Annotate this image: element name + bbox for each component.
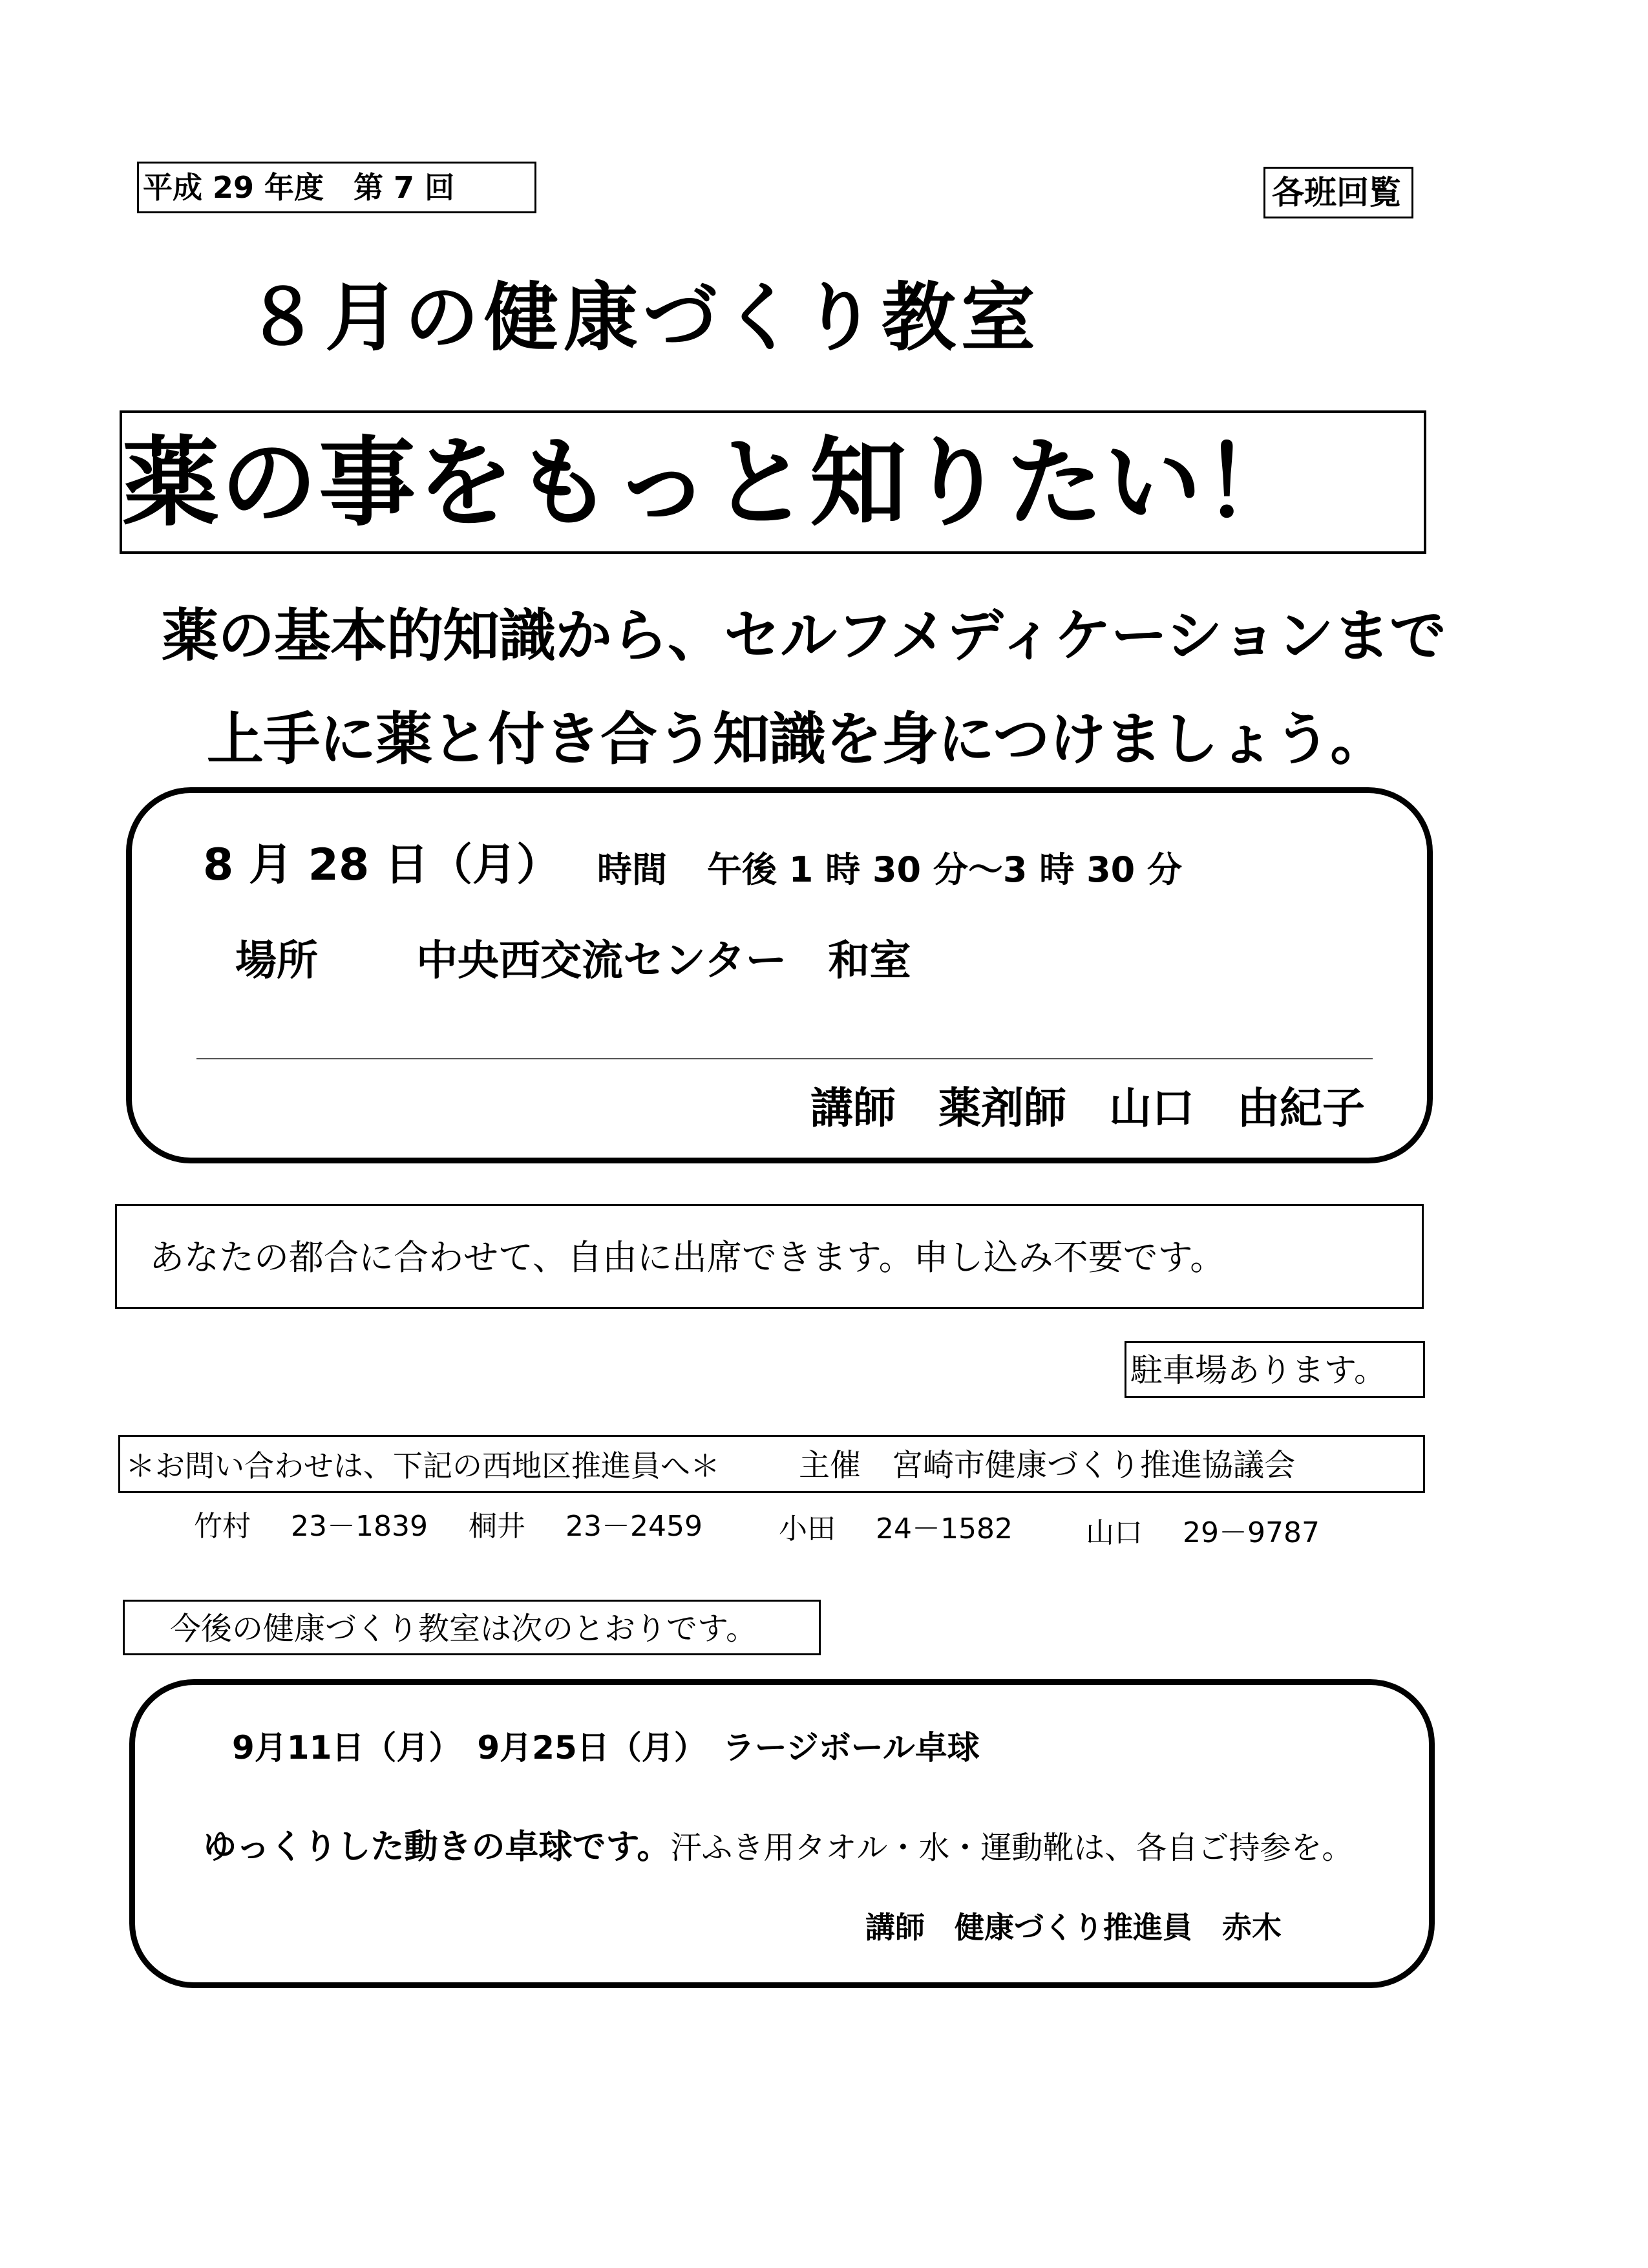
event-lecturer: 講師 薬剤師 山口 由紀子 xyxy=(810,1083,1365,1133)
phone-name-3: 小田 xyxy=(779,1512,836,1545)
future-lecturer: 講師 健康づくり推進員 赤木 xyxy=(865,1910,1282,1945)
phone-number-2: 23－2459 xyxy=(565,1510,703,1543)
future-schedule: 9月11日（月） 9月25日（月） ラージボール卓球 xyxy=(232,1729,980,1766)
venue-label: 場所 xyxy=(235,937,318,985)
circulation-box xyxy=(1263,167,1413,218)
subtitle-line-1: 薬の基本的知識から、セルフメディケーションまで xyxy=(162,602,1446,669)
parking-box xyxy=(1125,1341,1425,1398)
headline: 薬の事をもっと知りたい！ xyxy=(122,427,1302,540)
event-time-value: 午後 1 時 30 分～3 時 30 分 xyxy=(707,849,1183,890)
future-description-bold: ゆっくりした動きの卓球です。 xyxy=(203,1828,671,1867)
phone-name-1: 竹村 xyxy=(194,1510,251,1543)
phone-number-3: 24－1582 xyxy=(876,1512,1013,1545)
future-schedule-box xyxy=(129,1679,1435,1988)
organizer-text: 主催 宮崎市健康づくり推進協議会 xyxy=(799,1447,1296,1483)
phone-number-1: 23－1839 xyxy=(291,1510,428,1543)
fiscal-issue-label: 平成 29 年度 第 7 回 xyxy=(143,170,455,205)
headline-box xyxy=(120,410,1426,554)
future-label-box xyxy=(123,1600,821,1655)
future-description-rest: 汗ふき用タオル・水・運動靴は、各自ご持参を。 xyxy=(670,1830,1353,1866)
divider-line xyxy=(196,1058,1373,1059)
fiscal-issue-box xyxy=(137,162,536,213)
phone-number-4: 29－9787 xyxy=(1183,1516,1320,1549)
future-label: 今後の健康づくり教室は次のとおりです。 xyxy=(170,1611,757,1647)
circulation-label: 各班回覧 xyxy=(1272,174,1401,211)
phone-name-4: 山口 xyxy=(1086,1516,1143,1549)
phone-name-2: 桐井 xyxy=(469,1510,525,1543)
notice-box xyxy=(115,1204,1424,1309)
notice-text: あなたの都合に合わせて、自由に出席できます。申し込み不要です。 xyxy=(149,1237,1225,1278)
venue-value: 中央西交流センター 和室 xyxy=(416,937,911,985)
subtitle-line-2: 上手に薬と付き合う知識を身につけましょう。 xyxy=(207,706,1387,772)
event-time-label: 時間 xyxy=(597,849,667,890)
contact-box xyxy=(118,1435,1425,1493)
page-title: ８月の健康づくり教室 xyxy=(246,275,1041,361)
inquiry-text: ＊お問い合わせは、下記の西地区推進員へ＊ xyxy=(125,1448,720,1483)
parking-text: 駐車場あります。 xyxy=(1130,1351,1386,1389)
event-details-box xyxy=(126,787,1433,1163)
event-date: 8 月 28 日（月） xyxy=(203,840,560,891)
future-description xyxy=(203,1828,1353,1867)
